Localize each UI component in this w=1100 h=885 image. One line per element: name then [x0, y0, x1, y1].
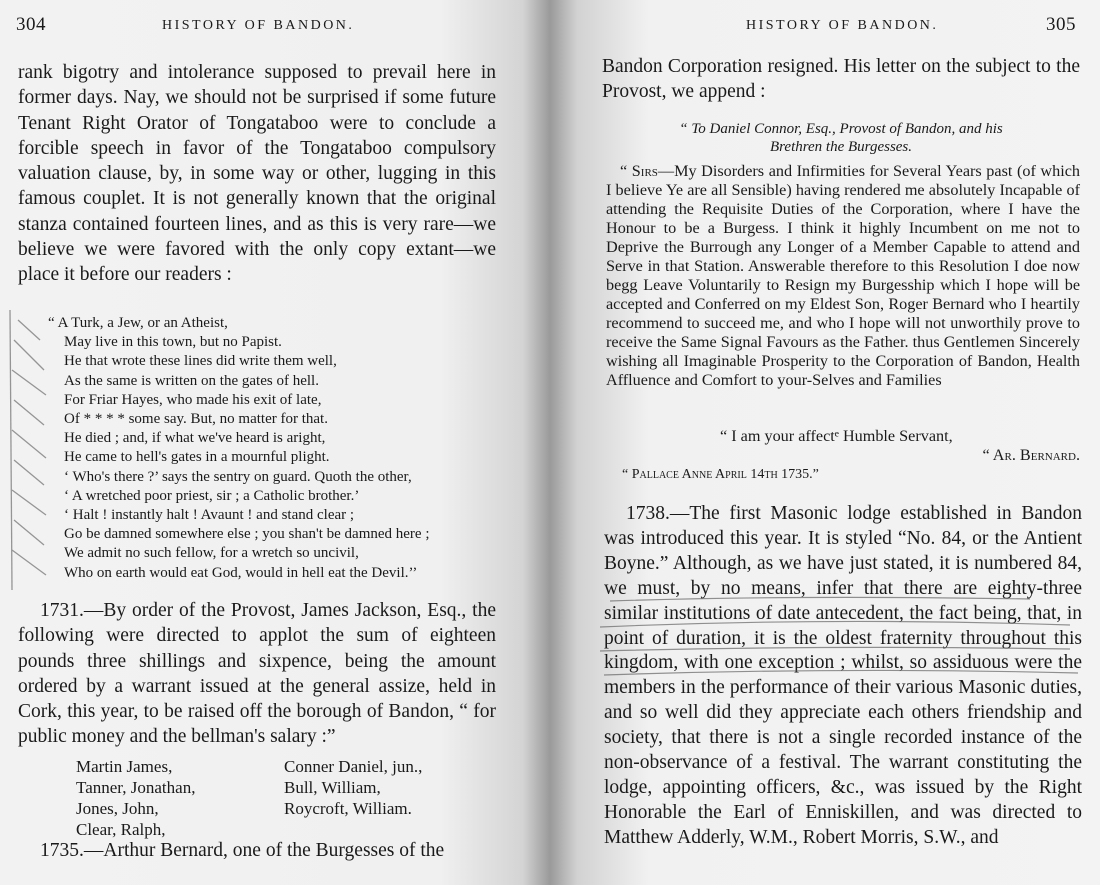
right-page [550, 0, 1100, 885]
names-column-2 [284, 756, 422, 819]
letter-closing: “ I am your affectᵉ Humble Servant, [720, 427, 953, 445]
name-entry: Conner Daniel, jun., [284, 757, 423, 776]
name-entry: Martin James, [76, 757, 173, 776]
verse-line: ‘ A wretched poor priest, sir ; a Catholic brother.’ [64, 487, 360, 504]
addressee-line-1: “ To Daniel Connor, Esq., Provost of Bandon, and his [679, 121, 1003, 137]
verse-line: Who on earth would eat God, would in hell eat the Devil.’’ [64, 564, 418, 581]
name-entry: Clear, Ralph, [76, 820, 166, 839]
verse-line: ‘ Who's there ?’ says the sentry on guard. Quoth the other, [64, 468, 412, 485]
verse-stanza [48, 314, 488, 583]
letter-signature: “ Ar. Bernard. [982, 446, 1080, 464]
addressee-line-2: Brethren the Burgesses. [769, 139, 913, 155]
letter-salutation: “ Sirs [620, 162, 658, 180]
verse-line: Of * * * * some say. But, no matter for that. [64, 411, 328, 428]
letter-text: —My Disorders and Infirmities for Several Years past (of which I believe Ye are all Sensible) having rendered me absolutely Incapable of attending the Requisite Duties of the Corporation, where I have the Honour to be a Burgess. I think it highly Incumbent on me not to Deprive the Burrough any Longer of a Member Capable to attend and Serve in that Station. Answerable therefore to this Resolution I doe now begg Leave Voluntarily to Resign my Burgesship which I hope will be accepted and Conferred on my Eldest Son, Roger Bernard who I heartily recommend to succeed me, and who I hope will not unworthily prove to receive the Same Signal Favours as the Father. thus Gentlemen Sincerely wishing all Imaginable Prosperity to the Corporation of Bandon, Health Affluence and Comfort to your-Selves and Families [606, 162, 1080, 389]
page-number: 305 [1046, 14, 1076, 35]
verse-line: ‘ Halt ! instantly halt ! Avaunt ! and stand clear ; [64, 507, 355, 524]
letter-dateline: “ Pallace Anne April 14th 1735.” [622, 467, 819, 482]
name-entry: Tanner, Jonathan, [76, 778, 196, 797]
paragraph-1735: 1735.—Arthur Bernard, one of the Burgesses of the [40, 840, 445, 861]
verse-line: “ A Turk, a Jew, or an Atheist, [48, 315, 228, 331]
verse-line: Go be damned somewhere else ; you shan't be damned here ; [64, 526, 430, 543]
verse-line: We admit no such fellow, for a wretch so uncivil, [64, 545, 359, 562]
running-head: HISTORY OF BANDON. [162, 18, 355, 33]
verse-line: He that wrote these lines did write them well, [64, 353, 337, 370]
letter-addressee [606, 120, 1076, 156]
intro-paragraph: rank bigotry and intolerance supposed to prevail here in former days. Nay, we should not be surprised if some future Tenant Right Orator of Tongataboo were to conclude a forcible speech in favor of the Tongataboo compulsory valuation clause, by, in some way or other, lugging in this famous couplet. It is not generally known that the original stanza contained fourteen lines, and as this is very rare—we believe we were favored with the only copy extant—we place it before our readers : [18, 62, 496, 286]
verse-line: May live in this town, but no Papist. [64, 334, 282, 351]
page-number: 304 [16, 14, 46, 35]
paragraph-1738: 1738.—The first Masonic lodge established in Bandon was introduced this year. It is styled “No. 84, or the Antient Boyne.” Although, as we have just stated, it is numbered 84, we must, by no means, infer that there are eighty-three similar institutions of date antecedent, the fact being, that, in point of duration, it is the oldest fraternity throughout this kingdom, with one exception ; whilst, so assiduous were the members in the performance of their various Masonic duties, and so well did they appreciate each others friendship and society, that there is not a single recorded instance of the non-observance of a festival. The warrant constituting the lodge, appointing officers, &c., was issued by the Right Honorable the Earl of Enniskillen, and was directed to Matthew Adderly, W.M., Robert Morris, S.W., and [604, 503, 1082, 848]
name-entry: Roycroft, William. [284, 799, 412, 818]
verse-line: He came to hell's gates in a mournful plight. [64, 449, 330, 466]
paragraph-1731: 1731.—By order of the Provost, James Jackson, Esq., the following were directed to applot the sum of eighteen pounds three shillings and sixpence, being the amount ordered by a warrant issued at the general assize, held in Cork, this year, to be raised off the borough of Bandon, “ for public money and the bellman's salary :” [18, 600, 496, 748]
letter-body [606, 162, 1080, 390]
verse-line: For Friar Hayes, who made his exit of late, [64, 391, 322, 408]
names-column-1 [76, 756, 195, 840]
verse-line: He died ; and, if what we've heard is aright, [64, 430, 326, 447]
intro-paragraph: Bandon Corporation resigned. His letter on the subject to the Provost, we append : [602, 56, 1080, 103]
name-entry: Bull, William, [284, 778, 381, 797]
name-entry: Jones, John, [76, 799, 159, 818]
running-head: HISTORY OF BANDON. [746, 18, 939, 33]
verse-line: As the same is written on the gates of hell. [64, 372, 319, 389]
